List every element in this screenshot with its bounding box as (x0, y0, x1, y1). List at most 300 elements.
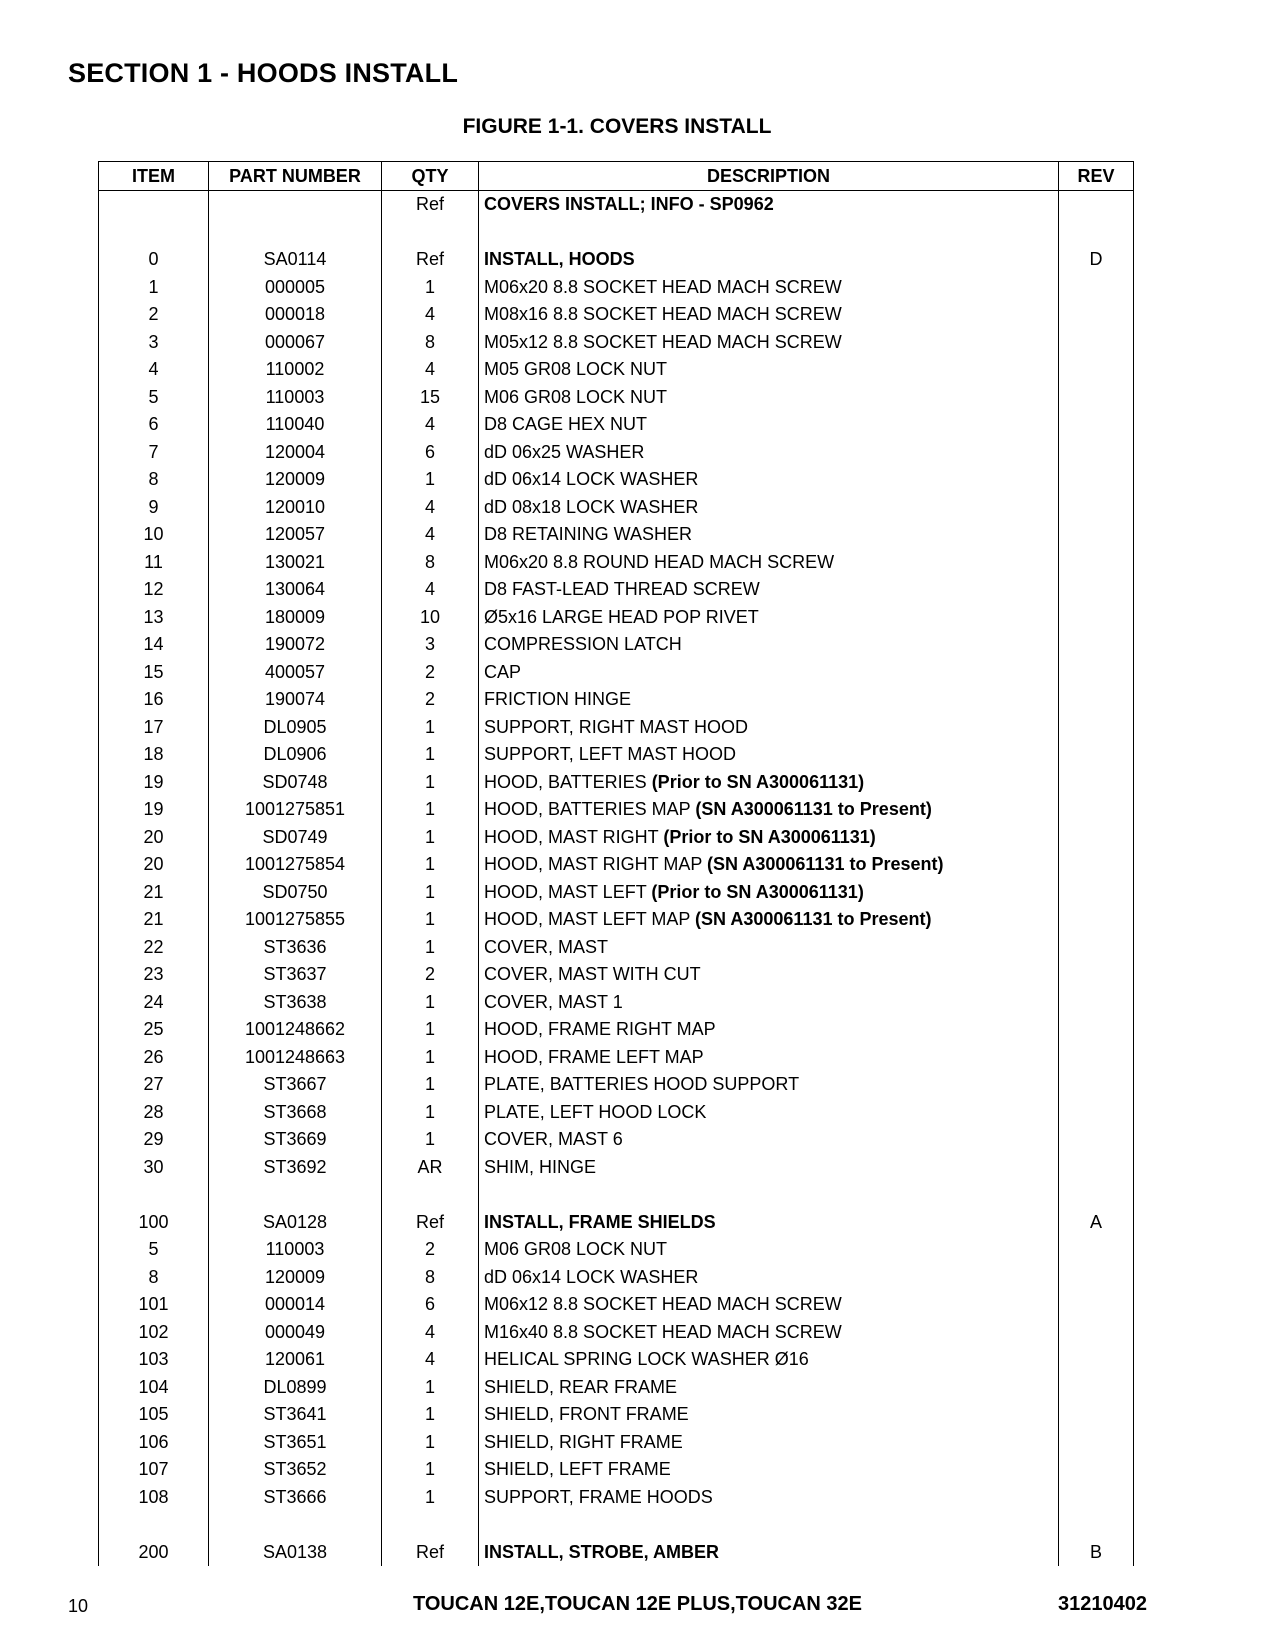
description-cell (479, 659, 1059, 687)
table-row (99, 1346, 1134, 1374)
rev-cell (1059, 191, 1134, 219)
rev-cell (1059, 329, 1134, 357)
section-title: SECTION 1 - HOODS INSTALL (68, 58, 459, 88)
description-text: M06x20 8.8 ROUND HEAD MACH SCREW (484, 551, 835, 572)
table-row (99, 439, 1134, 467)
part-number-cell: 1001275851 (209, 796, 382, 824)
serial-note: (SN A300061131 to Present) (695, 799, 932, 820)
table-row (99, 1539, 1134, 1567)
description-cell (479, 439, 1059, 467)
description-cell (479, 1374, 1059, 1402)
qty-cell: 1 (382, 1016, 479, 1044)
table-row (99, 1456, 1134, 1484)
table-row (99, 686, 1134, 714)
table-row (99, 659, 1134, 687)
table-row (99, 219, 1134, 247)
description-cell (479, 769, 1059, 797)
description-text: SUPPORT, FRAME HOODS (484, 1486, 713, 1507)
description-cell (479, 906, 1059, 934)
item-cell: 200 (99, 1539, 209, 1567)
rev-cell: A (1059, 1209, 1134, 1237)
part-number-cell: ST3667 (209, 1071, 382, 1099)
qty-cell: 1 (382, 851, 479, 879)
qty-cell: 1 (382, 1484, 479, 1512)
description-cell (479, 1456, 1059, 1484)
parts-table-body (99, 191, 1134, 1567)
qty-cell: 1 (382, 1374, 479, 1402)
description-cell (479, 1181, 1059, 1209)
table-row (99, 934, 1134, 962)
part-number-cell: 130064 (209, 576, 382, 604)
qty-cell: AR (382, 1154, 479, 1182)
description-cell (479, 549, 1059, 577)
qty-cell: 4 (382, 411, 479, 439)
parts-table (98, 161, 1134, 1566)
item-cell: 102 (99, 1319, 209, 1347)
rev-cell (1059, 934, 1134, 962)
table-row (99, 1154, 1134, 1182)
table-row (99, 1181, 1134, 1209)
rev-cell (1059, 961, 1134, 989)
qty-cell: 2 (382, 659, 479, 687)
part-number-cell: ST3669 (209, 1126, 382, 1154)
description-text: SHIELD, REAR FRAME (484, 1376, 678, 1397)
table-row (99, 604, 1134, 632)
description-text: M05x12 8.8 SOCKET HEAD MACH SCREW (484, 331, 842, 352)
description-cell (479, 521, 1059, 549)
table-row (99, 769, 1134, 797)
description-cell (479, 246, 1059, 274)
serial-note: (SN A300061131 to Present) (707, 854, 944, 875)
item-cell: 19 (99, 796, 209, 824)
qty-cell: 10 (382, 604, 479, 632)
part-number-cell: 130021 (209, 549, 382, 577)
description-text: HOOD, MAST RIGHT MAP (484, 854, 708, 875)
rev-cell (1059, 494, 1134, 522)
serial-note: (Prior to SN A300061131) (651, 881, 864, 902)
table-row (99, 1291, 1134, 1319)
qty-cell: 4 (382, 521, 479, 549)
header-qty: QTY (382, 162, 479, 191)
part-number-cell: SA0128 (209, 1209, 382, 1237)
qty-cell: Ref (382, 191, 479, 219)
item-cell: 106 (99, 1429, 209, 1457)
description-cell (479, 1236, 1059, 1264)
serial-note: (Prior to SN A300061131) (651, 771, 865, 792)
table-row (99, 1236, 1134, 1264)
description-text: D8 CAGE HEX NUT (484, 414, 648, 435)
description-text: SHIM, HINGE (484, 1156, 597, 1177)
item-cell: 0 (99, 246, 209, 274)
item-cell: 14 (99, 631, 209, 659)
qty-cell (382, 219, 479, 247)
description-cell (479, 1209, 1059, 1237)
description-cell (479, 851, 1059, 879)
part-number-cell (209, 1181, 382, 1209)
description-text: COMPRESSION LATCH (484, 634, 682, 655)
table-row (99, 796, 1134, 824)
part-number-cell: 1001275855 (209, 906, 382, 934)
description-cell (479, 1291, 1059, 1319)
description-cell (479, 1154, 1059, 1182)
part-number-cell: 120061 (209, 1346, 382, 1374)
table-row (99, 879, 1134, 907)
item-cell: 17 (99, 714, 209, 742)
item-cell: 18 (99, 741, 209, 769)
rev-cell (1059, 1374, 1134, 1402)
part-number-cell: SD0750 (209, 879, 382, 907)
part-number-cell: 190074 (209, 686, 382, 714)
description-text: SUPPORT, LEFT MAST HOOD (484, 744, 737, 765)
part-number-cell: ST3637 (209, 961, 382, 989)
part-number-cell: ST3636 (209, 934, 382, 962)
table-row (99, 714, 1134, 742)
rev-cell (1059, 1071, 1134, 1099)
part-number-cell: 120057 (209, 521, 382, 549)
serial-note: (SN A300061131 to Present) (695, 909, 932, 930)
description-cell (479, 274, 1059, 302)
rev-cell (1059, 714, 1134, 742)
description-cell (479, 989, 1059, 1017)
description-cell (479, 1264, 1059, 1292)
description-cell (479, 494, 1059, 522)
qty-cell: Ref (382, 1209, 479, 1237)
part-number-cell: DL0899 (209, 1374, 382, 1402)
rev-cell (1059, 1016, 1134, 1044)
qty-cell: 1 (382, 1401, 479, 1429)
description-cell (479, 1429, 1059, 1457)
description-cell (479, 1346, 1059, 1374)
description-text: HOOD, FRAME LEFT MAP (484, 1046, 704, 1067)
description-text: SHIELD, FRONT FRAME (484, 1404, 689, 1425)
header-part-number: PART NUMBER (209, 162, 382, 191)
part-number-cell: SD0749 (209, 824, 382, 852)
table-row (99, 1126, 1134, 1154)
table-row (99, 494, 1134, 522)
description-text: HOOD, MAST LEFT MAP (484, 909, 696, 930)
description-cell (479, 714, 1059, 742)
part-number-cell: ST3666 (209, 1484, 382, 1512)
item-cell: 2 (99, 301, 209, 329)
item-cell: 9 (99, 494, 209, 522)
qty-cell: 1 (382, 879, 479, 907)
part-number-cell: 110003 (209, 384, 382, 412)
rev-cell (1059, 1126, 1134, 1154)
description-text: COVER, MAST 1 (484, 991, 623, 1012)
description-text: dD 06x14 LOCK WASHER (484, 469, 699, 490)
description-text: HELICAL SPRING LOCK WASHER Ø16 (484, 1349, 809, 1370)
part-number-cell: SD0748 (209, 769, 382, 797)
description-text: COVER, MAST (484, 936, 609, 957)
description-cell (479, 796, 1059, 824)
description-cell (479, 1126, 1059, 1154)
part-number-cell: 120009 (209, 1264, 382, 1292)
qty-cell: 8 (382, 549, 479, 577)
description-cell (479, 1511, 1059, 1539)
qty-cell (382, 1181, 479, 1209)
description-cell (479, 191, 1059, 219)
item-cell: 15 (99, 659, 209, 687)
table-row (99, 741, 1134, 769)
rev-cell (1059, 1456, 1134, 1484)
part-number-cell: 120009 (209, 466, 382, 494)
description-text: PLATE, LEFT HOOD LOCK (484, 1101, 707, 1122)
description-text: HOOD, FRAME RIGHT MAP (484, 1019, 716, 1040)
table-row (99, 549, 1134, 577)
description-cell (479, 686, 1059, 714)
table-row (99, 301, 1134, 329)
part-number-cell: 1001248662 (209, 1016, 382, 1044)
qty-cell: 2 (382, 686, 479, 714)
part-number-cell: ST3668 (209, 1099, 382, 1127)
table-row (99, 274, 1134, 302)
qty-cell: 1 (382, 274, 479, 302)
description-cell (479, 1319, 1059, 1347)
item-cell: 108 (99, 1484, 209, 1512)
rev-cell (1059, 631, 1134, 659)
table-row (99, 384, 1134, 412)
part-number-cell: ST3652 (209, 1456, 382, 1484)
part-number-cell: 110002 (209, 356, 382, 384)
rev-cell (1059, 411, 1134, 439)
rev-cell (1059, 521, 1134, 549)
item-cell: 6 (99, 411, 209, 439)
qty-cell: 4 (382, 301, 479, 329)
description-text: M06 GR08 LOCK NUT (484, 1239, 668, 1260)
part-number-cell: 180009 (209, 604, 382, 632)
qty-cell: 8 (382, 1264, 479, 1292)
footer-model: TOUCAN 12E,TOUCAN 12E PLUS,TOUCAN 32E (413, 1593, 862, 1615)
table-row (99, 191, 1134, 219)
rev-cell (1059, 1154, 1134, 1182)
description-cell (479, 741, 1059, 769)
rev-cell: D (1059, 246, 1134, 274)
qty-cell: 3 (382, 631, 479, 659)
header-item: ITEM (99, 162, 209, 191)
item-cell: 7 (99, 439, 209, 467)
part-number-cell (209, 219, 382, 247)
table-row (99, 989, 1134, 1017)
item-cell: 103 (99, 1346, 209, 1374)
description-cell (479, 219, 1059, 247)
item-cell: 29 (99, 1126, 209, 1154)
description-cell (479, 1401, 1059, 1429)
item-cell: 24 (99, 989, 209, 1017)
description-cell (479, 329, 1059, 357)
description-cell (479, 879, 1059, 907)
description-cell (479, 356, 1059, 384)
part-number-cell: 000067 (209, 329, 382, 357)
part-number-cell: ST3692 (209, 1154, 382, 1182)
rev-cell (1059, 1181, 1134, 1209)
qty-cell: 1 (382, 796, 479, 824)
qty-cell: 6 (382, 1291, 479, 1319)
table-row (99, 521, 1134, 549)
rev-cell (1059, 1401, 1134, 1429)
table-row (99, 824, 1134, 852)
description-text: SHIELD, RIGHT FRAME (484, 1431, 683, 1452)
page-number: 10 (68, 1596, 89, 1616)
part-number-cell: 000049 (209, 1319, 382, 1347)
item-cell: 20 (99, 851, 209, 879)
rev-cell (1059, 906, 1134, 934)
qty-cell: 8 (382, 329, 479, 357)
item-cell: 27 (99, 1071, 209, 1099)
qty-cell: 1 (382, 1099, 479, 1127)
description-text: M06x20 8.8 SOCKET HEAD MACH SCREW (484, 276, 842, 297)
item-cell (99, 1511, 209, 1539)
rev-cell (1059, 1044, 1134, 1072)
rev-cell (1059, 879, 1134, 907)
qty-cell: 1 (382, 741, 479, 769)
qty-cell: 1 (382, 1071, 479, 1099)
description-text: dD 06x14 LOCK WASHER (484, 1266, 699, 1287)
rev-cell (1059, 384, 1134, 412)
qty-cell: 1 (382, 934, 479, 962)
table-row (99, 329, 1134, 357)
rev-cell (1059, 1346, 1134, 1374)
description-text: M06x12 8.8 SOCKET HEAD MACH SCREW (484, 1294, 842, 1315)
part-number-cell: SA0138 (209, 1539, 382, 1567)
item-cell: 1 (99, 274, 209, 302)
qty-cell: 2 (382, 1236, 479, 1264)
item-cell: 30 (99, 1154, 209, 1182)
part-number-cell: DL0906 (209, 741, 382, 769)
figure-title: FIGURE 1-1. COVERS INSTALL (462, 115, 772, 138)
rev-cell (1059, 1264, 1134, 1292)
table-row (99, 411, 1134, 439)
part-number-cell: 000005 (209, 274, 382, 302)
qty-cell: 1 (382, 1044, 479, 1072)
part-number-cell: 120010 (209, 494, 382, 522)
rev-cell (1059, 274, 1134, 302)
item-cell: 20 (99, 824, 209, 852)
qty-cell: 2 (382, 961, 479, 989)
item-cell: 105 (99, 1401, 209, 1429)
rev-cell (1059, 1291, 1134, 1319)
part-number-cell: 1001275854 (209, 851, 382, 879)
table-row (99, 961, 1134, 989)
part-number-cell (209, 191, 382, 219)
part-number-cell: 400057 (209, 659, 382, 687)
table-row (99, 1044, 1134, 1072)
rev-cell (1059, 1236, 1134, 1264)
qty-cell: Ref (382, 246, 479, 274)
qty-cell: 1 (382, 1126, 479, 1154)
description-cell (479, 576, 1059, 604)
item-cell: 12 (99, 576, 209, 604)
table-row (99, 1484, 1134, 1512)
description-text: INSTALL, FRAME SHIELDS (484, 1211, 716, 1232)
table-row (99, 246, 1134, 274)
item-cell: 10 (99, 521, 209, 549)
description-cell (479, 604, 1059, 632)
description-cell (479, 1099, 1059, 1127)
table-row (99, 631, 1134, 659)
rev-cell (1059, 741, 1134, 769)
description-cell (479, 384, 1059, 412)
description-text: D8 FAST-LEAD THREAD SCREW (484, 579, 760, 600)
qty-cell: 1 (382, 1456, 479, 1484)
rev-cell (1059, 824, 1134, 852)
rev-cell (1059, 659, 1134, 687)
rev-cell (1059, 466, 1134, 494)
description-text: INSTALL, STROBE, AMBER (484, 1541, 719, 1562)
item-cell: 100 (99, 1209, 209, 1237)
part-number-cell: ST3651 (209, 1429, 382, 1457)
header-rev: REV (1059, 162, 1134, 191)
description-cell (479, 301, 1059, 329)
item-cell (99, 219, 209, 247)
qty-cell: 4 (382, 576, 479, 604)
qty-cell: 4 (382, 1346, 479, 1374)
rev-cell (1059, 301, 1134, 329)
item-cell: 13 (99, 604, 209, 632)
description-text: CAP (484, 661, 522, 682)
qty-cell: 15 (382, 384, 479, 412)
serial-note: (Prior to SN A300061131) (663, 826, 876, 847)
item-cell: 3 (99, 329, 209, 357)
qty-cell: 6 (382, 439, 479, 467)
rev-cell (1059, 851, 1134, 879)
description-text: Ø5x16 LARGE HEAD POP RIVET (484, 606, 759, 627)
description-text: HOOD, BATTERIES MAP (484, 799, 696, 820)
table-header-row (99, 162, 1134, 191)
description-cell (479, 631, 1059, 659)
rev-cell (1059, 796, 1134, 824)
rev-cell (1059, 686, 1134, 714)
item-cell: 21 (99, 879, 209, 907)
item-cell: 11 (99, 549, 209, 577)
item-cell: 19 (99, 769, 209, 797)
part-number-cell: 110040 (209, 411, 382, 439)
description-cell (479, 1484, 1059, 1512)
description-text: M16x40 8.8 SOCKET HEAD MACH SCREW (484, 1321, 842, 1342)
table-row (99, 851, 1134, 879)
item-cell: 26 (99, 1044, 209, 1072)
table-row (99, 1209, 1134, 1237)
item-cell: 104 (99, 1374, 209, 1402)
table-row (99, 466, 1134, 494)
table-row (99, 1016, 1134, 1044)
table-row (99, 906, 1134, 934)
item-cell (99, 191, 209, 219)
part-number-cell (209, 1511, 382, 1539)
description-text: INSTALL, HOODS (484, 249, 635, 270)
description-cell (479, 1071, 1059, 1099)
item-cell (99, 1181, 209, 1209)
qty-cell: 1 (382, 824, 479, 852)
description-cell (479, 466, 1059, 494)
item-cell: 4 (99, 356, 209, 384)
rev-cell (1059, 1429, 1134, 1457)
item-cell: 22 (99, 934, 209, 962)
description-text: M05 GR08 LOCK NUT (484, 359, 668, 380)
description-cell (479, 1016, 1059, 1044)
rev-cell (1059, 769, 1134, 797)
description-cell (479, 934, 1059, 962)
item-cell: 25 (99, 1016, 209, 1044)
qty-cell (382, 1511, 479, 1539)
description-text: COVERS INSTALL; INFO - SP0962 (484, 194, 774, 215)
table-row (99, 1374, 1134, 1402)
table-row (99, 1429, 1134, 1457)
rev-cell (1059, 549, 1134, 577)
rev-cell (1059, 989, 1134, 1017)
rev-cell (1059, 219, 1134, 247)
table-row (99, 1071, 1134, 1099)
part-number-cell: SA0114 (209, 246, 382, 274)
